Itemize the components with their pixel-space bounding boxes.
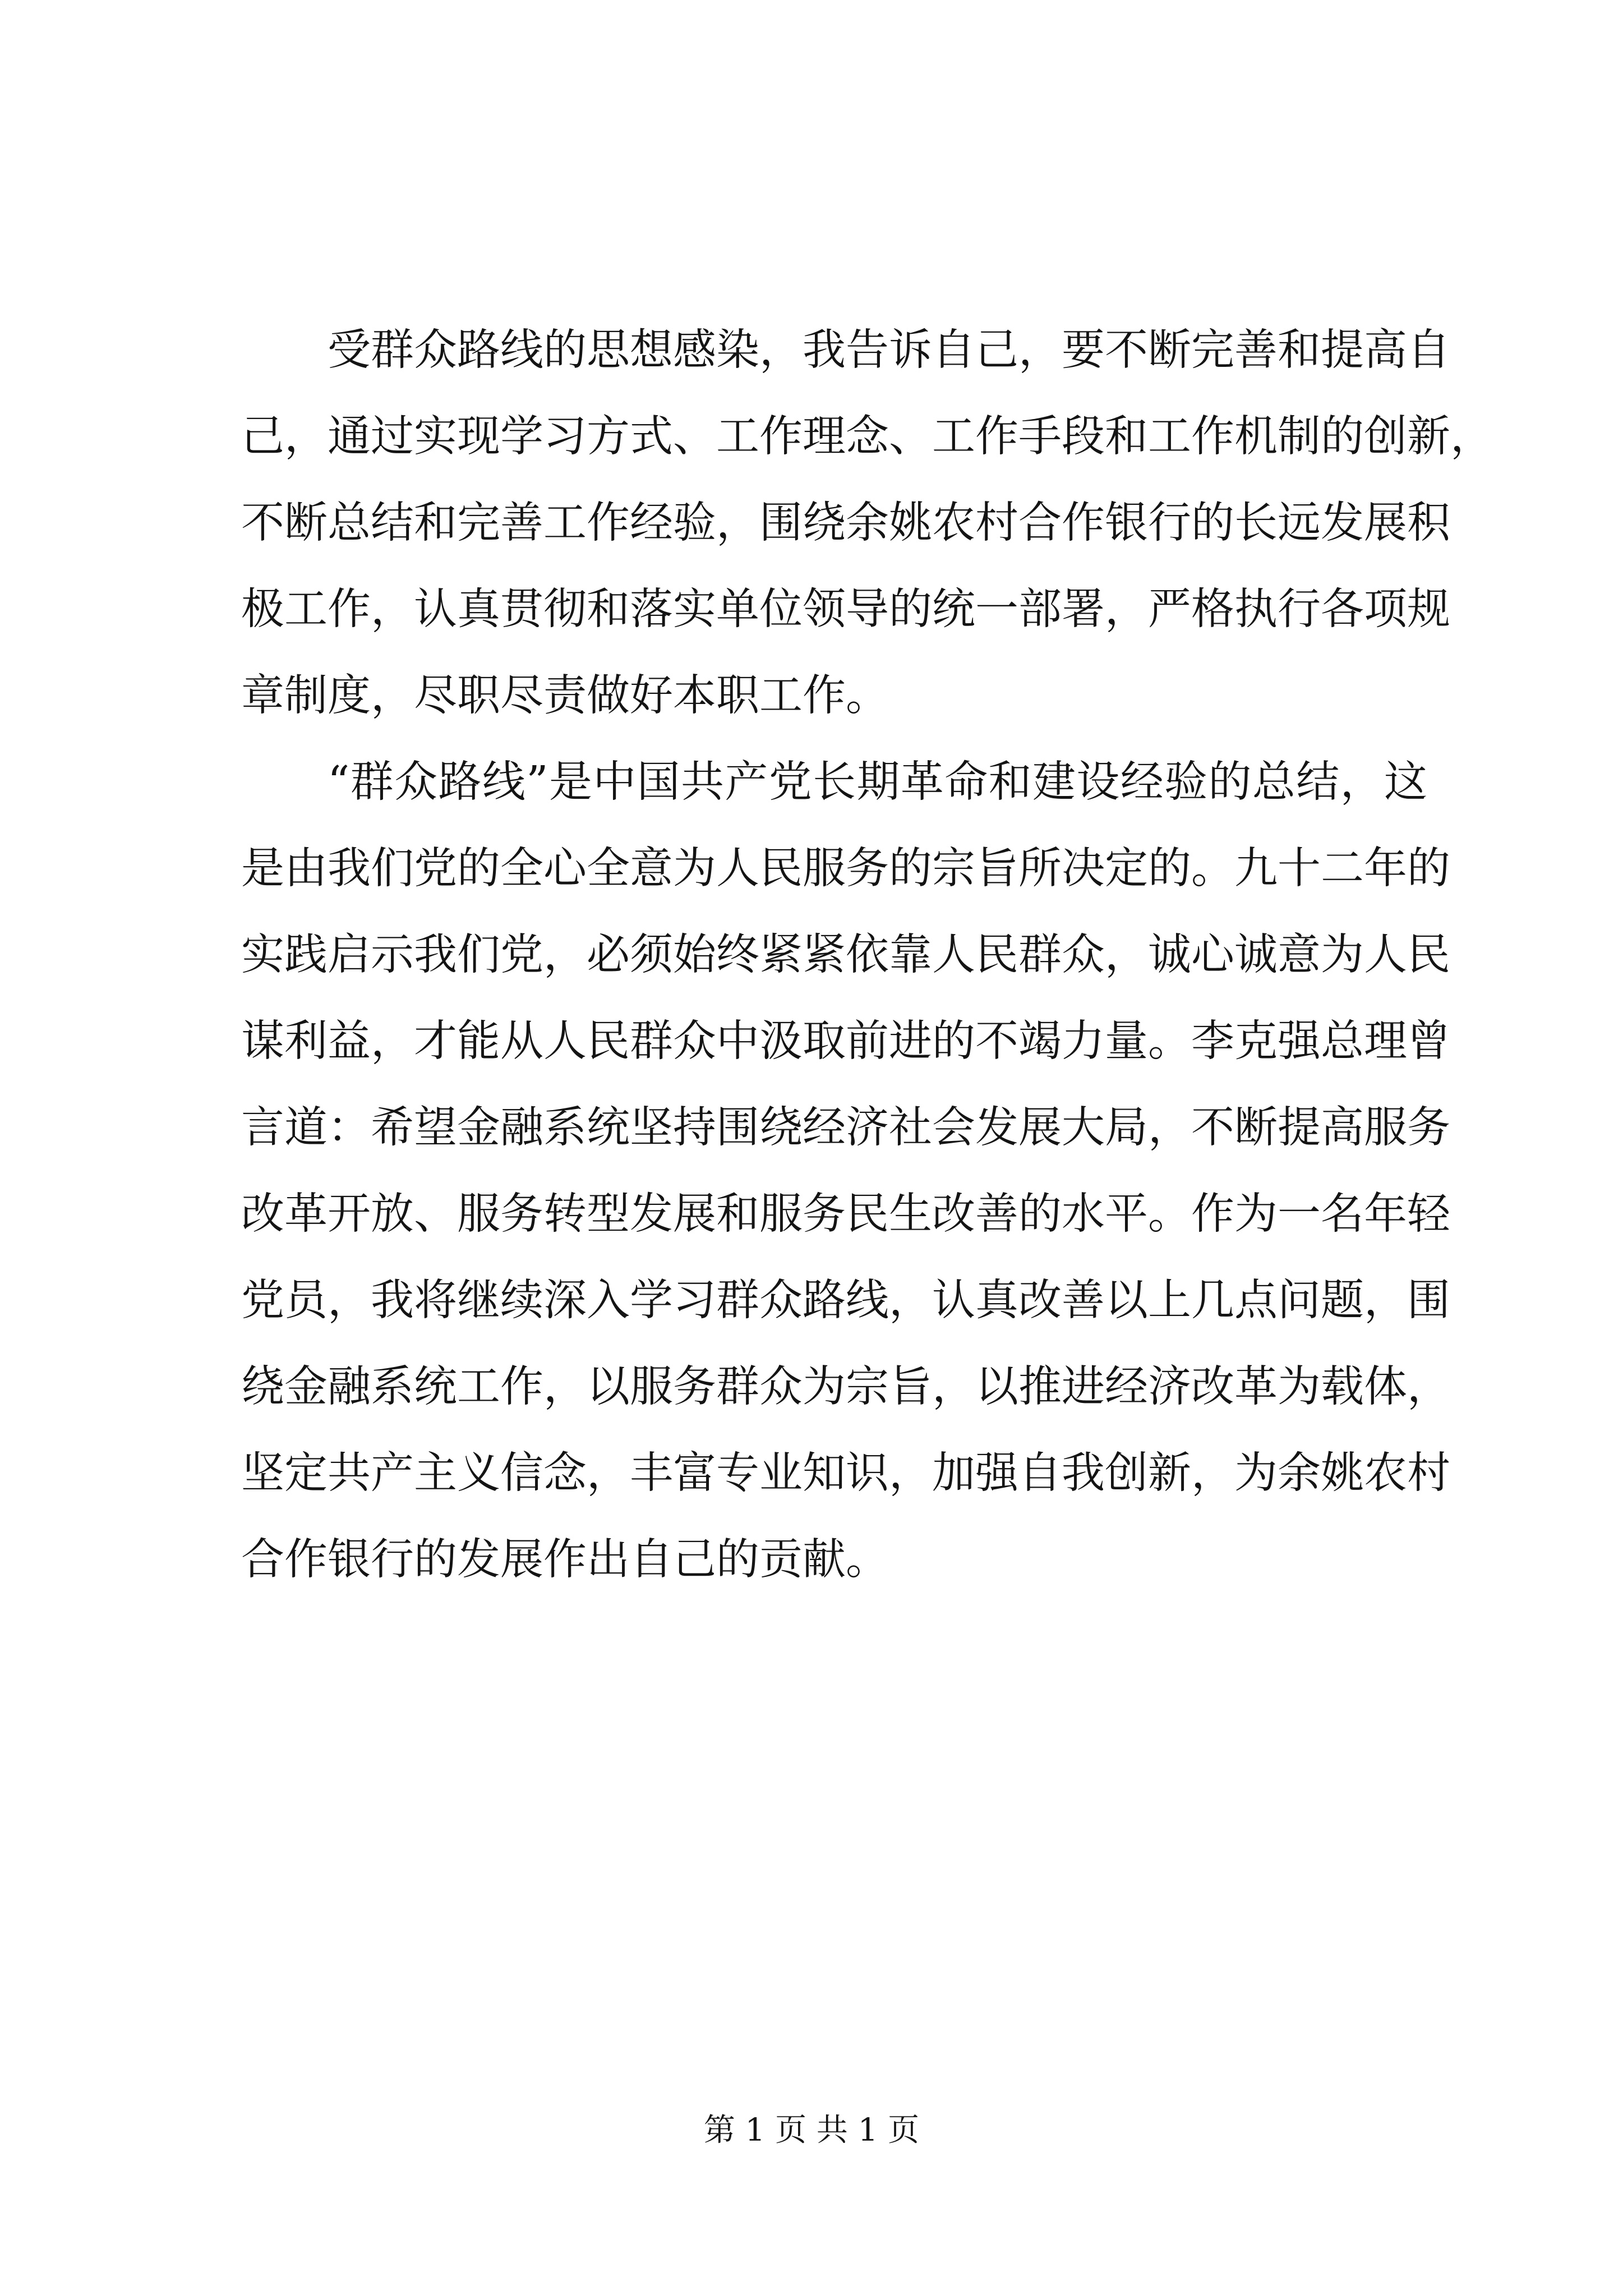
text-line: 绕金融系统工作，以服务群众为宗旨，以推进经济改革为载体， <box>241 1362 1450 1412</box>
text-line: 实践启示我们党，必须始终紧紧依靠人民群众，诚心诚意为人民 <box>241 930 1450 980</box>
text-line: 己，通过实现学习方式、工作理念、工作手段和工作机制的创新， <box>241 412 1493 462</box>
text-line: 极工作，认真贯彻和落实单位领导的统一部署，严格执行各项规 <box>241 585 1450 634</box>
text-line: 改革开放、服务转型发展和服务民生改善的水平。作为一名年轻 <box>241 1189 1450 1239</box>
text-line: 党员，我将继续深入学习群众路线，认真改善以上几点问题，围 <box>241 1276 1450 1326</box>
paragraph-2 <box>241 739 1450 1603</box>
text-line: 谋利益，才能从人民群众中汲取前进的不竭力量。李克强总理曾 <box>241 1016 1450 1066</box>
text-line: 是由我们党的全心全意为人民服务的宗旨所决定的。九十二年的 <box>241 844 1450 894</box>
paragraph-1 <box>241 307 1493 739</box>
text-line: 合作银行的发展作出自己的贡献。 <box>241 1535 889 1585</box>
page-footer: 第 1 页 共 1 页 <box>703 2112 920 2148</box>
text-line: 不断总结和完善工作经验，围绕余姚农村合作银行的长远发展积 <box>241 498 1450 548</box>
document-body <box>241 307 1493 1603</box>
text-line: 章制度，尽职尽责做好本职工作。 <box>241 671 889 721</box>
text-line: 坚定共产主义信念，丰富专业知识，加强自我创新，为余姚农村 <box>241 1448 1450 1498</box>
text-line: “群众路线”是中国共产党长期革命和建设经验的总结，这 <box>328 757 1427 807</box>
text-line: 言道：希望金融系统坚持围绕经济社会发展大局，不断提高服务 <box>241 1103 1450 1153</box>
text-line: 受群众路线的思想感染，我告诉自己，要不断完善和提高自 <box>328 325 1450 375</box>
